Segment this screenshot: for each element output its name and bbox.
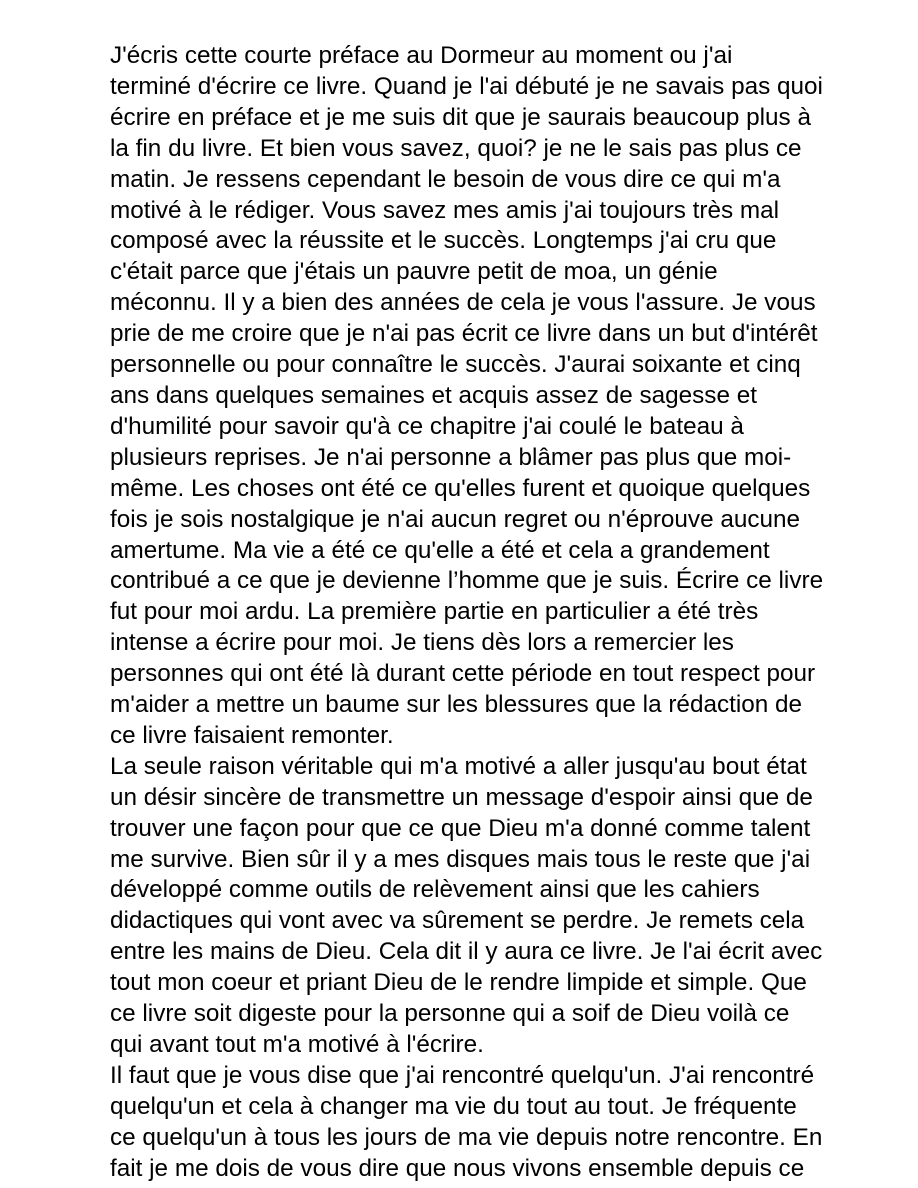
text-line: personnes qui ont été là durant cette période en tout respect pour [110,660,816,688]
text-line: terminé d'écrire ce livre. Quand je l'ai débuté je ne savais pas quoi [110,72,823,100]
text-line: La seule raison véritable qui m'a motivé a aller jusqu'au bout état [110,752,807,780]
text-line: ce livre faisaient remonter. [110,721,394,749]
text-line: un désir sincère de transmettre un message d'espoir ainsi que de [110,783,813,811]
text-line: fait je me dois de vous dire que nous vivons ensemble depuis ce [110,1154,805,1182]
text-line: motivé à le rédiger. Vous savez mes amis j'ai toujours très mal [110,196,780,224]
text-line: ce livre soit digeste pour la personne qui a soif de Dieu voilà ce [110,1000,790,1028]
text-line: m'aider a mettre un baume sur les blessures que la rédaction de [110,691,803,719]
text-line: personnelle ou pour connaître le succès. J'aurai soixante et cinq [110,351,801,379]
text-line: matin. Je ressens cependant le besoin de vous dire ce qui m'a [110,165,781,193]
text-line: quelqu'un et cela à changer ma vie du tout au tout. Je fréquente [110,1092,797,1120]
text-line: fois je sois nostalgique je n'ai aucun regret ou n'éprouve aucune [110,505,801,533]
text-line: ans dans quelques semaines et acquis assez de sagesse et [110,381,757,409]
text-line: la fin du livre. Et bien vous savez, quoi? je ne le sais pas plus ce [110,134,802,162]
text-line: fut pour moi ardu. La première partie en particulier a été très [110,598,759,626]
text-line: intense a écrire pour moi. Je tiens dès lors a remercier les [110,629,734,657]
text-line: contribué a ce que je devienne l’homme que je suis. Écrire ce livre [110,567,824,595]
text-line: trouver une façon pour que ce que Dieu m'a donné comme talent [110,814,811,842]
text-line: qui avant tout m'a motivé à l'écrire. [110,1031,484,1058]
text-line: composé avec la réussite et le succès. Longtemps j'ai cru que [110,227,777,255]
text-line: J'écris cette courte préface au Dormeur au moment ou j'ai [110,42,733,69]
paragraph [110,752,870,1061]
text-line: Il faut que je vous dise que j'ai rencontré quelqu'un. J'ai rencontré [110,1061,815,1089]
text-line: développé comme outils de relèvement ainsi que les cahiers [110,876,760,904]
text-line: didactiques qui vont avec va sûrement se perdre. Je remets cela [110,907,805,935]
text-line: c'était parce que j'étais un pauvre petit de moa, un génie [110,258,718,286]
text-line: amertume. Ma vie a été ce qu'elle a été et cela a grandement [110,536,770,564]
text-line: méconnu. Il y a bien des années de cela je vous l'assure. Je vous [110,289,816,317]
text-line: ce quelqu'un à tous les jours de ma vie depuis notre rencontre. En [110,1123,823,1151]
preface-text [110,41,870,1185]
text-line: écrire en préface et je me suis dit que je saurais beaucoup plus à [110,103,811,131]
text-line: plusieurs reprises. Je n'ai personne a blâmer pas plus que moi- [110,443,792,471]
text-line: même. Les choses ont été ce qu'elles furent et quoique quelques [110,474,811,502]
paragraph [110,41,870,752]
text-line: entre les mains de Dieu. Cela dit il y aura ce livre. Je l'ai écrit avec [110,938,823,966]
text-line: me survive. Bien sûr il y a mes disques mais tous le reste que j'ai [110,845,811,873]
text-line: d'humilité pour savoir qu'à ce chapitre j'ai coulé le bateau à [110,412,744,440]
text-line: prie de me croire que je n'ai pas écrit ce livre dans un but d'intérêt [110,320,818,348]
text-line: tout mon coeur et priant Dieu de le rendre limpide et simple. Que [110,969,807,997]
paragraph [110,1061,870,1185]
